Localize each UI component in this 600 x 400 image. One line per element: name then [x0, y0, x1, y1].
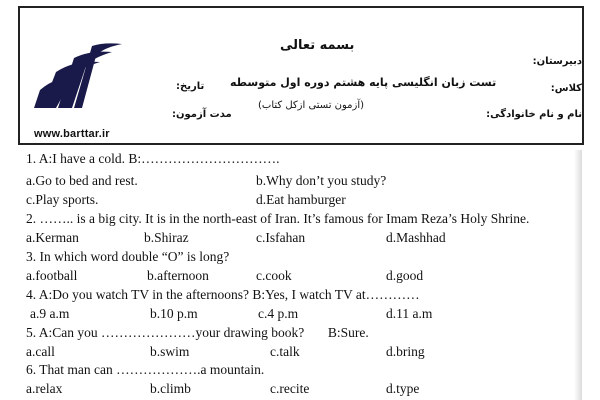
question-5: 5. A:Can you …………………your drawing book? B:Sure. — [26, 325, 369, 340]
duration-label: مدت آزمون: — [172, 109, 232, 120]
question-6: 6. That man can ……………….a mountain. — [26, 362, 265, 377]
q3-option-b[interactable]: b.afternoon — [147, 268, 209, 283]
q3-option-a[interactable]: a.football — [26, 268, 78, 283]
question-1: 1. A:I have a cold. B:…………………………. — [26, 151, 280, 166]
student-name-label: نام و نام خانوادگی: — [486, 109, 582, 120]
q2-option-d[interactable]: d.Mashhad — [386, 230, 446, 245]
exam-subtitle: (آزمون تستی ازکل کتاب) — [258, 100, 365, 111]
q2-option-a[interactable]: a.Kerman — [26, 230, 79, 245]
q6-option-b[interactable]: b.climb — [150, 381, 191, 396]
date-label: تاریخ: — [176, 81, 205, 92]
q6-option-a[interactable]: a.relax — [26, 381, 63, 396]
q2-option-c[interactable]: c.Isfahan — [256, 230, 306, 245]
q5-option-b[interactable]: b.swim — [150, 344, 190, 359]
question-4: 4. A:Do you watch TV in the afternoons? B:Yes, I watch TV at………… — [26, 287, 420, 302]
q3-option-c[interactable]: c.cook — [256, 268, 292, 283]
exam-title: تست زبان انگلیسی پایه هشتم دوره اول متوسطه — [230, 76, 497, 89]
q4-option-c[interactable]: c.4 p.m — [258, 306, 299, 321]
barttar-logo-icon — [34, 38, 124, 113]
q1-option-b[interactable]: b.Why don’t you study? — [256, 173, 387, 188]
page-edge-shadow — [574, 150, 582, 400]
q6-option-d[interactable]: d.type — [386, 381, 420, 396]
q1-option-a[interactable]: a.Go to bed and rest. — [26, 173, 138, 188]
logo-url: www.barttar.ir — [34, 128, 110, 140]
q4-option-a[interactable]: a.9 a.m — [30, 306, 70, 321]
q6-option-c[interactable]: c.recite — [270, 381, 310, 396]
q5-option-c[interactable]: c.talk — [270, 344, 300, 359]
q2-option-b[interactable]: b.Shiraz — [144, 230, 189, 245]
q5-option-d[interactable]: d.bring — [386, 344, 425, 359]
school-label: دبیرستان: — [532, 56, 582, 67]
basmala-heading: بسمه تعالی — [280, 38, 355, 53]
question-3: 3. In which word double “O” is long? — [26, 249, 230, 264]
class-label: کلاس: — [550, 83, 582, 94]
q3-option-d[interactable]: d.good — [386, 268, 424, 283]
q1-option-c[interactable]: c.Play sports. — [26, 192, 99, 207]
question-2: 2. …….. is a big city. It is in the north-east of Iran. It’s famous for Imam Reza’s Holy Shrine. — [26, 211, 530, 226]
q1-option-d[interactable]: d.Eat hamburger — [256, 192, 346, 207]
q4-option-b[interactable]: b.10 p.m — [150, 306, 198, 321]
q5-option-a[interactable]: a.call — [26, 344, 55, 359]
q4-option-d[interactable]: d.11 a.m — [386, 306, 433, 321]
